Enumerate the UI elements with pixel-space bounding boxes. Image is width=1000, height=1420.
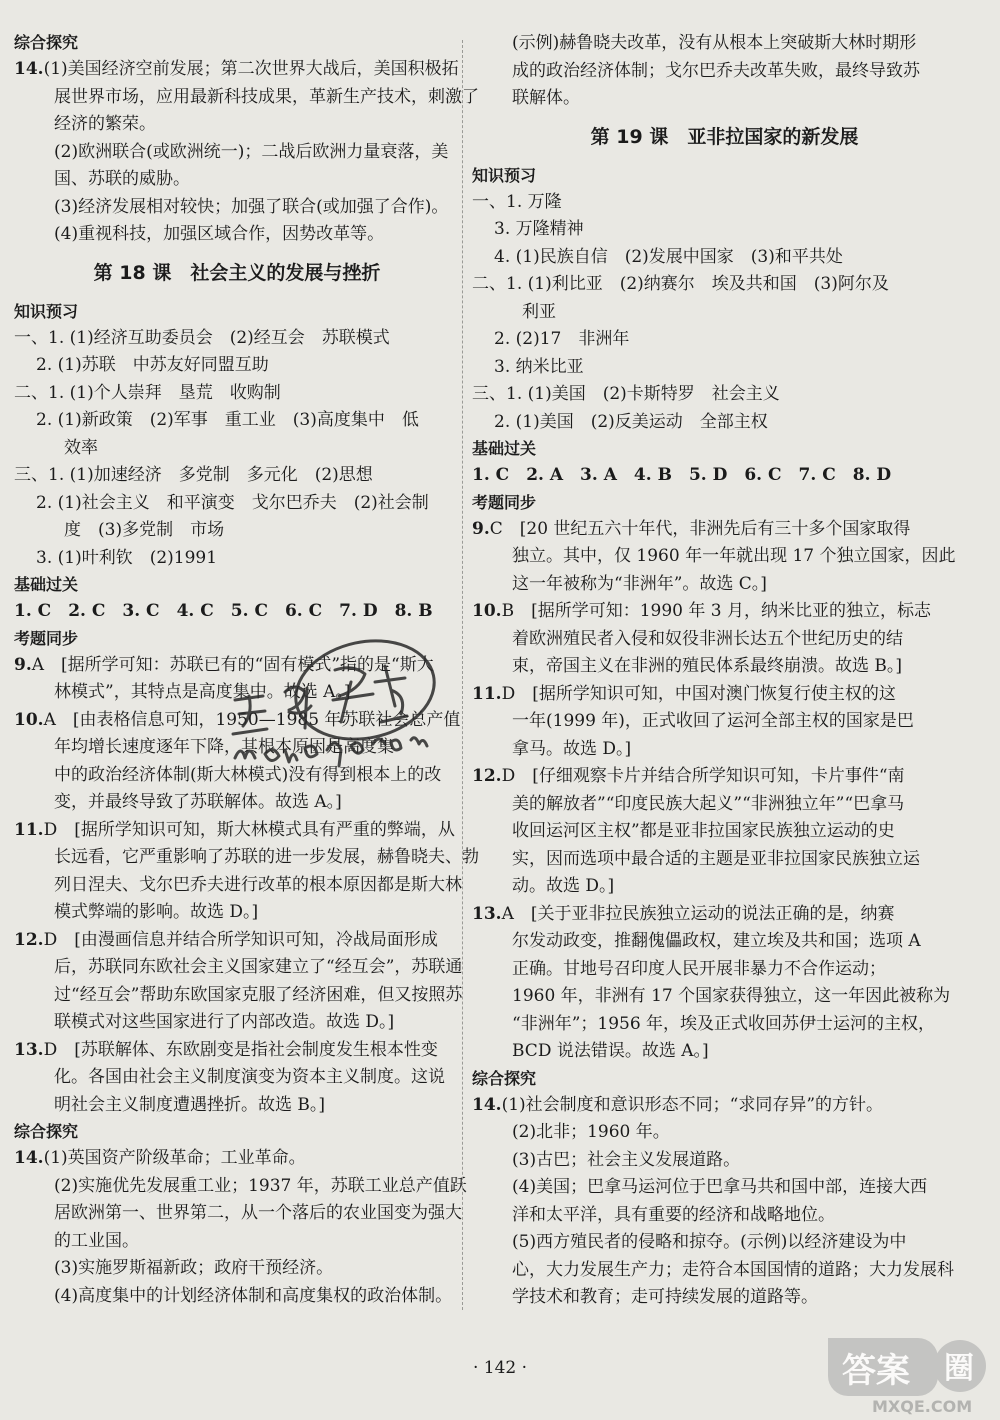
answer-line: 2. (1)社会主义 和平演变 戈尔巴乔夫 (2)社会制 <box>36 492 429 513</box>
answer-line: 林模式”，其特点是高度集中。故选 A。] <box>54 682 351 702</box>
answer-line: 经济的繁荣。 <box>54 114 156 134</box>
answer-line <box>14 1037 460 1065</box>
answer-line: 联模式对这些国家进行了内部改造。故选 D。] <box>54 1012 395 1032</box>
section-heading: 知识预习 <box>14 301 79 321</box>
answer-text: A [据所学可知：苏联已有的“固有模式”指的是“斯大 <box>31 654 434 675</box>
answer-line: 化。各国由社会主义制度演变为资本主义制度。这说 <box>54 1067 445 1087</box>
answer-line: (2)实施优先发展重工业；1937 年，苏联工业总产值跃 <box>54 1175 467 1196</box>
answer-line: 收回运河区主权”都是亚非拉国家民族独立运动的史 <box>512 821 895 841</box>
answer-line: 国、苏联的威胁。 <box>54 169 190 189</box>
answer-line: 的工业国。 <box>54 1230 139 1251</box>
answer-line: 长远看，它严重影响了苏联的进一步发展，赫鲁晓夫、勃 <box>54 847 479 867</box>
answer-text: A [关于亚非拉民族独立运动的说法正确的是，纳赛 <box>501 903 895 924</box>
question-number: 10. <box>472 601 502 621</box>
answer-line: 中的政治经济体制(斯大林模式)没有得到根本上的改 <box>54 764 442 785</box>
answer-line: 三、1. (1)美国 (2)卡斯特罗 社会主义 <box>472 384 780 404</box>
answer-line: 4. (1)民族自信 (2)发展中国家 (3)和平共处 <box>494 246 843 267</box>
answer-text: D [由漫画信息并结合所学知识可知，冷战局面形成 <box>43 929 438 950</box>
answer-line <box>14 927 460 955</box>
lesson-title: 第 19 课 亚非拉国家的新发展 <box>590 125 859 148</box>
answer-text: C [20 世纪五六十年代，非洲先后有三十多个国家取得 <box>489 518 911 539</box>
answer-line: 3. 纳米比亚 <box>494 356 584 377</box>
section-heading: 考题同步 <box>472 492 537 512</box>
answer-line: 2. (1)新政策 (2)军事 重工业 (3)高度集中 低 <box>36 410 419 430</box>
answer-line: 心，大力发展生产力；走符合本国国情的道路；大力发展科 <box>512 1259 954 1280</box>
section-heading: 基础过关 <box>14 575 79 594</box>
svg-text:圈: 圈 <box>944 1351 974 1386</box>
right-column <box>472 30 977 1312</box>
answer-line <box>472 1092 977 1120</box>
answer-line: 明社会主义制度遭遇挫折。故选 B。] <box>54 1094 326 1115</box>
answer-line: 变，并最终导致了苏联解体。故选 A。] <box>54 792 342 812</box>
answer-text: A [由表格信息可知，1950—1985 年苏联社会总产值 <box>43 709 461 730</box>
question-number: 14. <box>14 1148 44 1168</box>
answer-text: (1)英国资产阶级革命；工业革命。 <box>43 1148 306 1168</box>
answer-line: (示例)赫鲁晓夫改革，没有从根本上突破斯大林时期形 <box>512 33 917 53</box>
answer-text: D [仔细观察卡片并结合所学知识可知，卡片事件“南 <box>501 766 905 786</box>
answer-line: 联解体。 <box>512 88 580 108</box>
answer-line: 成的政治经济体制；戈尔巴乔夫改革失败，最终导致苏 <box>512 60 920 81</box>
answer-line <box>472 681 977 709</box>
svg-text:答案: 答案 <box>842 1351 910 1391</box>
answer-line: 模式弊端的影响。故选 D。] <box>54 902 259 922</box>
answer-line: 2. (1)苏联 中苏友好同盟互助 <box>36 355 269 375</box>
answer-line: 一、1. 万隆 <box>472 191 562 212</box>
answer-line: 展世界市场，应用最新科技成果，革新生产技术，刺激了 <box>54 86 479 107</box>
question-number: 14. <box>14 59 44 79</box>
answer-line: 3. (1)叶利钦 (2)1991 <box>36 547 218 568</box>
question-number: 11. <box>472 683 502 704</box>
answer-text: D [据所学知识可知，斯大林模式具有严重的弊端，从 <box>43 819 455 840</box>
question-number: 12. <box>14 929 44 950</box>
answer-line <box>14 56 460 84</box>
answer-line: 束，帝国主义在非洲的殖民体系最终崩溃。故选 B。] <box>512 656 903 676</box>
answer-line: 三、1. (1)加速经济 多党制 多元化 (2)思想 <box>14 465 373 485</box>
answer-line: (4)美国；巴拿马运河位于巴拿马共和国中部，连接大西 <box>512 1177 928 1197</box>
answer-line: 1960 年，非洲有 17 个国家获得独立，这一年因此被称为 <box>512 986 951 1006</box>
answer-line: 独立。其中，仅 1960 年一年就出现 17 个独立国家，因此 <box>512 546 956 566</box>
answer-text: (1)美国经济空前发展；第二次世界大战后，美国积极拓 <box>43 59 459 79</box>
answer-line <box>472 598 977 626</box>
answer-line: 居欧洲第一、世界第二，从一个落后的农业国变为强大 <box>54 1203 462 1223</box>
column-divider <box>462 40 463 1310</box>
question-number: 10. <box>14 709 44 730</box>
answer-line: “非洲年”；1956 年，埃及正式收回苏伊士运河的主权， <box>512 1013 936 1034</box>
answer-line: (3)经济发展相对较快；加强了联合(或加强了合作)。 <box>54 196 449 217</box>
answer-text: D [苏联解体、东欧剧变是指社会制度发生根本性变 <box>43 1039 438 1060</box>
answer-line: 年均增长速度逐年下降，其根本原因是高度集 <box>54 737 394 757</box>
question-number: 9. <box>14 654 32 675</box>
answer-line: (4)重视科技，加强区域合作，因势改革等。 <box>54 224 385 244</box>
answer-line: (3)实施罗斯福新政；政府干预经济。 <box>54 1258 334 1278</box>
answer-line: 二、1. (1)利比亚 (2)纳赛尔 埃及共和国 (3)阿尔及 <box>472 274 889 294</box>
answer-line: 实，因而选项中最合适的主题是亚非拉国家民族独立运 <box>512 848 920 869</box>
svg-text:MXQE.COM: MXQE.COM <box>872 1397 973 1416</box>
question-number: 13. <box>472 903 502 924</box>
answer-line: 后，苏联同东欧社会主义国家建立了“经互会”，苏联通 <box>54 957 463 977</box>
answer-line: (4)高度集中的计划经济体制和高度集权的政治体制。 <box>54 1285 453 1306</box>
page-number: · 142 · <box>472 1358 528 1378</box>
answer-line: 过“经互会”帮助东欧国家克服了经济困难，但又按照苏 <box>54 984 463 1005</box>
answer-line: 一、1. (1)经济互助委员会 (2)经互会 苏联模式 <box>14 327 390 348</box>
section-heading: 基础过关 <box>472 439 537 458</box>
answer-line: 动。故选 D。] <box>512 876 615 896</box>
answer-line: 正确。甘地号召印度人民开展非暴力不合作运动； <box>512 958 886 979</box>
lesson-title: 第 18 课 社会主义的发展与挫折 <box>93 261 381 284</box>
answer-line: 列日涅夫、戈尔巴乔夫进行改革的根本原因都是斯大林 <box>54 874 462 895</box>
answer-line: 度 (3)多党制 市场 <box>64 520 225 540</box>
section-heading: 综合探究 <box>14 33 79 52</box>
answer-line: 尔发动政变，推翻傀儡政权，建立埃及共和国；选项 A <box>512 931 921 951</box>
answer-line <box>472 901 977 929</box>
answer-text: B [据所学可知：1990 年 3 月，纳米比亚的独立，标志 <box>501 601 931 621</box>
question-number: 12. <box>472 766 502 786</box>
question-number: 13. <box>14 1039 44 1060</box>
answer-line: 学技术和教育；走可持续发展的道路等。 <box>512 1287 818 1307</box>
section-heading: 综合探究 <box>472 1068 537 1088</box>
answer-line: 2. (1)美国 (2)反美运动 全部主权 <box>494 411 768 432</box>
question-number: 9. <box>472 518 490 539</box>
answer-line: 洋和太平洋，具有重要的经济和战略地位。 <box>512 1204 835 1225</box>
section-heading: 综合探究 <box>14 1122 79 1141</box>
answer-line: 拿马。故选 D。] <box>512 738 632 759</box>
handwritten-watermark <box>215 630 455 790</box>
answer-line: 1. C 2. A 3. A 4. B 5. D 6. C 7. C 8. D <box>472 465 892 485</box>
answer-site-logo <box>820 1330 995 1418</box>
answer-line: 1. C 2. C 3. C 4. C 5. C 6. C 7. D 8. B <box>14 601 433 621</box>
answer-line: BCD 说法错误。故选 A。] <box>512 1041 709 1061</box>
answer-line: 二、1. (1)个人崇拜 垦荒 收购制 <box>14 382 281 403</box>
question-number: 14. <box>472 1094 502 1115</box>
answer-line <box>14 817 460 845</box>
answer-line: 美的解放者”“印度民族大起义”“非洲独立年”“巴拿马 <box>512 793 905 814</box>
answer-line: 效率 <box>64 437 98 458</box>
answer-line: 3. 万隆精神 <box>494 219 584 239</box>
answer-line: 这一年被称为“非洲年”。故选 C。] <box>512 573 767 594</box>
answer-line <box>472 763 977 791</box>
answer-line: 着欧洲殖民者入侵和奴役非洲长达五个世纪历史的结 <box>512 628 903 649</box>
answer-line: 一年(1999 年)，正式收回了运河全部主权的国家是巴 <box>512 711 914 731</box>
answer-line: 利亚 <box>522 301 556 322</box>
answer-line <box>472 516 977 544</box>
answer-line: (3)古巴；社会主义发展道路。 <box>512 1149 741 1170</box>
answer-text: D [据所学知识可知，中国对澳门恢复行使主权的这 <box>501 683 896 704</box>
question-number: 11. <box>14 819 44 840</box>
section-heading: 考题同步 <box>14 628 79 648</box>
section-heading: 知识预习 <box>472 165 537 185</box>
answer-line: (2)欧洲联合(或欧洲统一)；二战后欧洲力量衰落，美 <box>54 141 449 162</box>
answer-line: (2)北非；1960 年。 <box>512 1122 670 1142</box>
answer-line: (5)西方殖民者的侵略和掠夺。(示例)以经济建设为中 <box>512 1232 907 1252</box>
answer-line <box>14 1145 460 1173</box>
answer-line: 2. (2)17 非洲年 <box>494 329 630 349</box>
answer-text: (1)社会制度和意识形态不同；“求同存异”的方针。 <box>501 1094 884 1115</box>
